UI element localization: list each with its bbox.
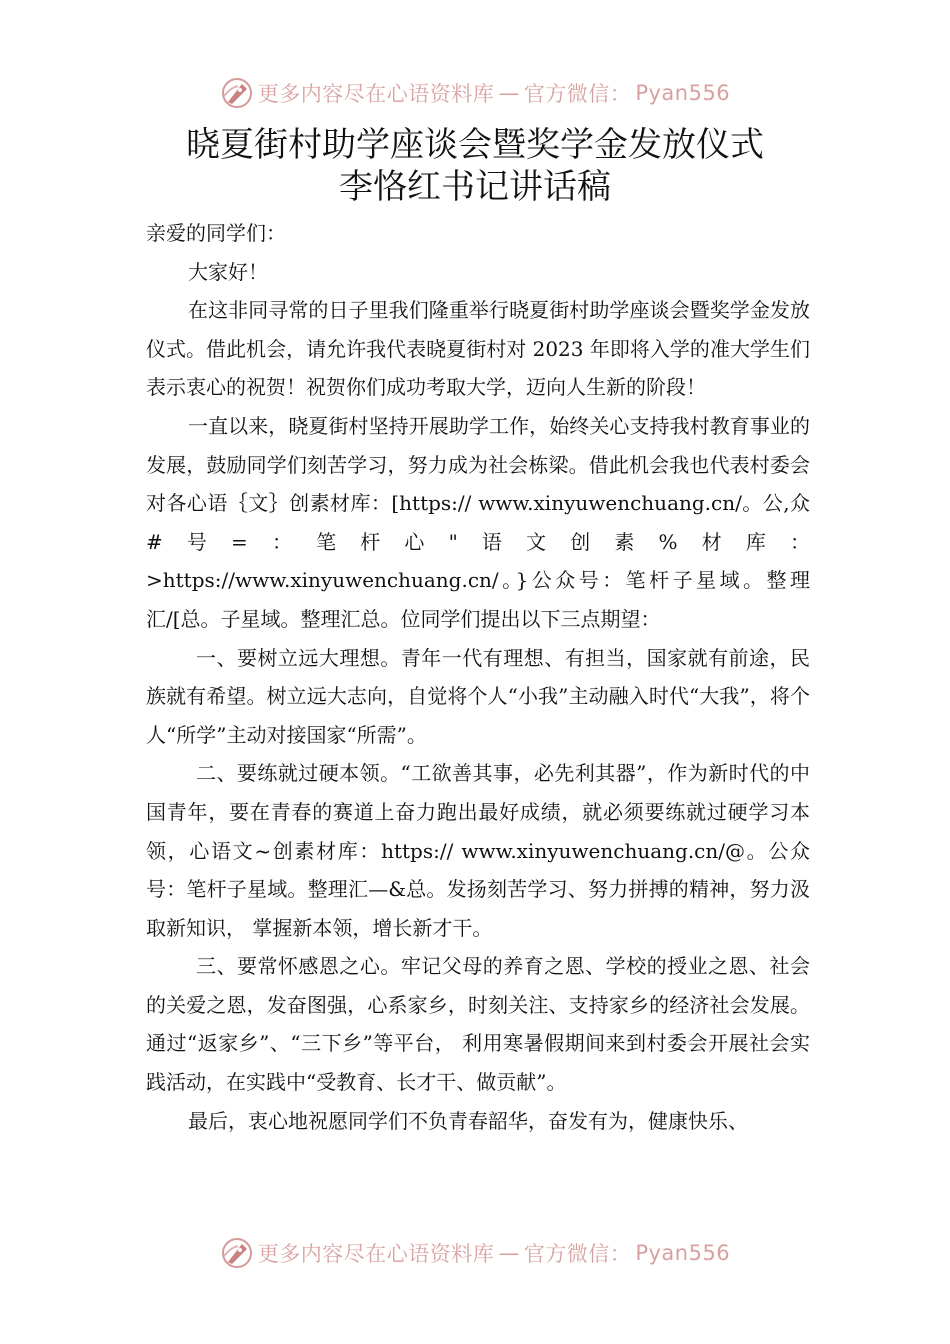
watermark-handle: Pyan556 — [635, 81, 731, 105]
watermark-handle: Pyan556 — [635, 1241, 731, 1265]
paragraph-point-1: 一、要树立远大理想。青年一代有理想、有担当，国家就有前途，民族就有希望。树立远大志向，自觉将个人“小我”主动融入时代“大我”，将个人“所学”主动对接国家“所需”。 — [146, 645, 810, 747]
watermark-suffix: 官方微信： — [523, 82, 632, 106]
salutation: 亲爱的同学们： — [146, 221, 286, 245]
watermark-text: 更多内容尽在心语资料库 — [257, 82, 495, 106]
footer-watermark — [0, 1233, 950, 1273]
header-watermark — [0, 73, 950, 113]
paragraph-intro: 在这非同寻常的日子里我们隆重举行晓夏街村助学座谈会暨奖学金发放仪式。借此机会，请允许我代表晓夏街村对 2023 年即将入学的准大学生们表示衷心的祝贺！祝贺你们成功考取大学，迈向人生新的阶段！ — [146, 298, 810, 400]
paragraph-point-3: 三、要常怀感恩之心。牢记父母的养育之恩、学校的授业之恩、社会的关爱之恩，发奋图强，心系家乡，时刻关注、支持家乡的经济社会发展。通过“返家乡”、“三下乡”等平台， 利用寒暑假期间来到村委会开展社会实践活动，在实践中“受教育、长才干、做贡献”。 — [146, 954, 810, 1095]
document-body — [146, 214, 810, 1140]
watermark-dash: — — [498, 1241, 520, 1265]
pen-nib-logo-icon — [220, 1236, 254, 1270]
watermark-suffix: 官方微信： — [523, 1242, 632, 1266]
paragraph-point-2: 二、要练就过硬本领。“工欲善其事，必先利其器”，作为新时代的中国青年，要在青春的赛道上奋力跑出最好成绩，就必须要练就过硬学习本领，心语文~创素材库：https:// www.xinyuwenchuang.cn/@。公众号：笔杆子星域。整理汇—&总。发扬刻苦学习、努力拼搏的精神，努力汲取新知识， 掌握新本领，增长新才干。 — [146, 761, 810, 940]
paragraph-closing: 最后，衷心地祝愿同学们不负青春韶华，奋发有为，健康快乐、 — [188, 1108, 748, 1133]
document-title-line-2: 李恪红书记讲话稿 — [339, 167, 611, 207]
greeting: 大家好！ — [188, 259, 268, 284]
document-title-line-1: 晓夏街村助学座谈会暨奖学金发放仪式 — [186, 125, 764, 165]
watermark-text: 更多内容尽在心语资料库 — [257, 1242, 495, 1266]
paragraph-background: 一直以来，晓夏街村坚持开展助学工作，始终关心支持我村教育事业的发展，鼓励同学们刻苦学习，努力成为社会栋梁。借此机会我也代表村委会对各心语｛文｝创素材库：[https:// www.xinyuwenchuang.cn/。公,众#号=：笔杆心"语文创素%材库：>https://www.xinyuwenchuang.cn/。}公众号：笔杆子星域。整理汇/[总。子星域。整理汇总。位同学们提出以下三点期望： — [146, 413, 810, 631]
pen-nib-logo-icon — [220, 76, 254, 110]
watermark-dash: — — [498, 81, 520, 105]
